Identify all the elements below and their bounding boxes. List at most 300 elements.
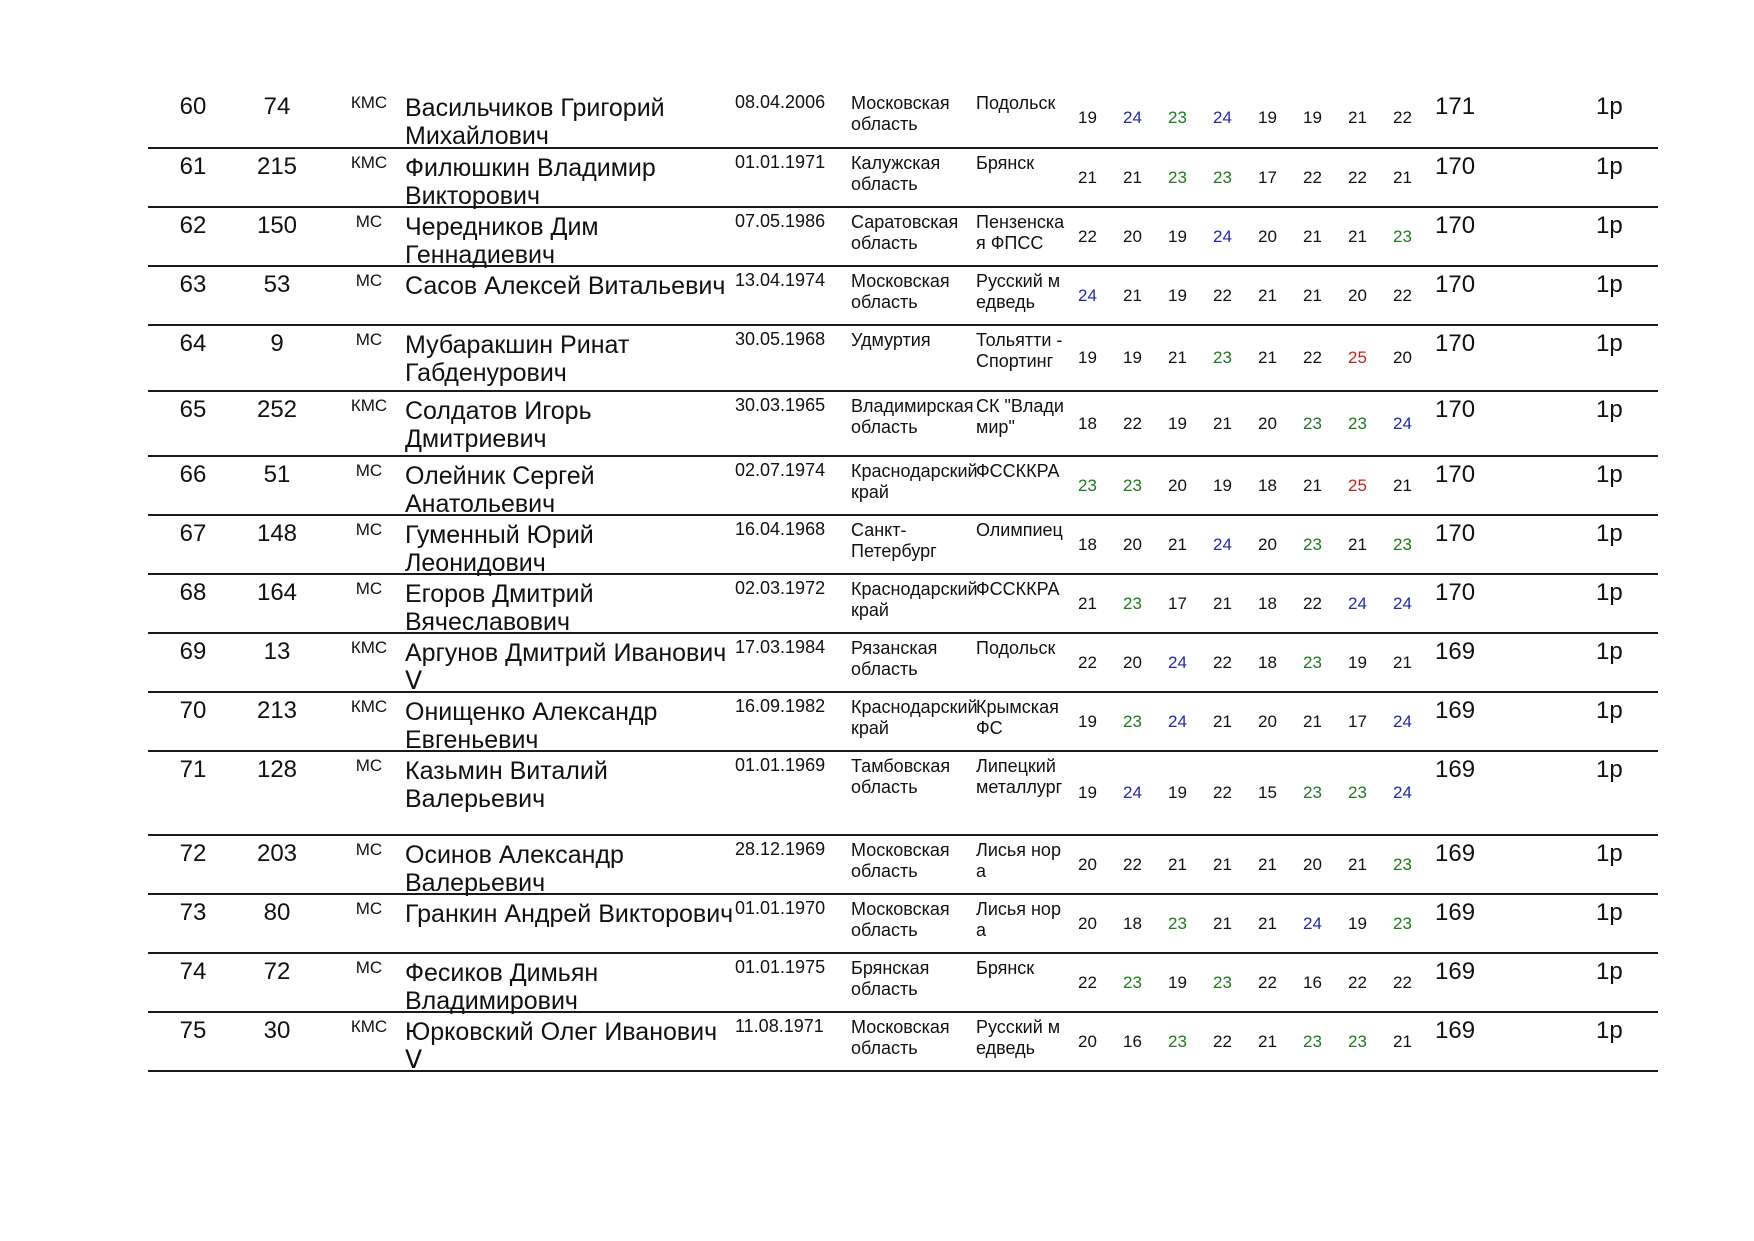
round-scores [1065, 693, 1425, 750]
round-scores [1065, 149, 1425, 206]
round-score: 23 [1213, 972, 1232, 992]
birth-date-cell: 08.04.2006 [735, 92, 826, 112]
club-cell: Русский медведь [976, 1017, 1061, 1058]
round-scores [1065, 575, 1425, 632]
region-cell: Калужская область [851, 153, 941, 194]
club-cell: ФССККРА [976, 461, 1060, 481]
club-cell: Брянск [976, 153, 1035, 173]
birth-date-cell: 01.01.1969 [735, 755, 826, 775]
round-score: 21 [1258, 1031, 1277, 1051]
round-score: 17 [1258, 167, 1277, 187]
birth-date-cell: 01.01.1971 [735, 152, 826, 172]
club-cell: Лисья нора [976, 899, 1061, 940]
region-cell: Московская область [851, 840, 950, 881]
round-score: 19 [1168, 285, 1187, 305]
round-score: 21 [1078, 593, 1097, 613]
round-score: 21 [1393, 652, 1412, 672]
birth-date-cell: 30.03.1965 [735, 395, 826, 415]
rank-cell: МС [355, 271, 383, 290]
birth-date-cell: 17.03.1984 [735, 637, 826, 657]
birth-date-cell: 01.01.1975 [735, 957, 826, 977]
table-row [148, 895, 1658, 954]
total-score-cell: 169 [1435, 958, 1476, 985]
round-score: 23 [1393, 913, 1412, 933]
rank-cell: КМС [350, 1017, 388, 1036]
category-cell: 1р [1596, 1017, 1623, 1044]
round-score: 19 [1258, 108, 1277, 127]
round-score: 20 [1303, 854, 1322, 874]
round-score: 23 [1393, 854, 1412, 874]
bib-number-cell: 80 [263, 899, 291, 926]
round-score: 24 [1348, 593, 1367, 613]
round-score: 21 [1393, 1031, 1412, 1051]
bib-number-cell: 51 [263, 461, 291, 488]
region-cell: Краснодарский край [851, 697, 978, 738]
round-score: 22 [1348, 167, 1367, 187]
round-score: 21 [1258, 913, 1277, 933]
table-row [148, 634, 1658, 693]
round-scores [1065, 89, 1425, 147]
round-score: 21 [1258, 285, 1277, 305]
bib-number-cell: 13 [263, 638, 291, 665]
place-cell: 68 [179, 579, 207, 606]
round-score: 22 [1303, 593, 1322, 613]
table-row [148, 1013, 1658, 1072]
club-cell: ФССККРА [976, 579, 1060, 599]
round-score: 22 [1078, 652, 1097, 672]
round-score: 23 [1348, 413, 1367, 433]
athlete-name-cell: Гуменный Юрий Леонидович [405, 521, 594, 577]
rank-cell: КМС [350, 697, 388, 716]
round-score: 22 [1303, 348, 1322, 367]
round-score: 23 [1303, 652, 1322, 672]
place-cell: 66 [179, 461, 207, 488]
place-cell: 71 [179, 756, 207, 783]
table-row [148, 267, 1658, 326]
round-score: 20 [1393, 348, 1412, 367]
round-score: 22 [1393, 108, 1412, 127]
round-score: 20 [1348, 285, 1367, 305]
place-cell: 74 [179, 958, 207, 985]
round-score: 21 [1213, 593, 1232, 613]
table-row [148, 457, 1658, 516]
round-score: 19 [1168, 972, 1187, 992]
round-score: 23 [1168, 108, 1187, 127]
table-row [148, 693, 1658, 752]
club-cell: Подольск [976, 638, 1056, 658]
total-score-cell: 170 [1435, 271, 1476, 298]
round-score: 23 [1168, 167, 1187, 187]
round-score: 19 [1078, 348, 1097, 367]
round-score: 20 [1168, 475, 1187, 495]
place-cell: 63 [179, 271, 207, 298]
region-cell: Тамбовская область [851, 756, 951, 797]
round-score: 23 [1348, 783, 1367, 802]
table-row [148, 575, 1658, 634]
round-scores [1065, 836, 1425, 893]
category-cell: 1р [1596, 153, 1623, 180]
round-score: 22 [1213, 652, 1232, 672]
round-scores [1065, 457, 1425, 514]
round-score: 21 [1303, 475, 1322, 495]
place-cell: 73 [179, 899, 207, 926]
category-cell: 1р [1596, 93, 1623, 120]
athlete-name-cell: Солдатов Игорь Дмитриевич [405, 397, 592, 453]
round-score: 17 [1348, 711, 1367, 731]
athlete-name-cell: Филюшкин Владимир Викторович [405, 154, 656, 210]
athlete-name-cell: Казьмин Виталий Валерьевич [405, 757, 608, 813]
round-score: 24 [1168, 711, 1187, 731]
category-cell: 1р [1596, 579, 1623, 606]
round-score: 24 [1168, 652, 1187, 672]
round-score: 22 [1393, 972, 1412, 992]
round-score: 22 [1078, 972, 1097, 992]
total-score-cell: 170 [1435, 396, 1476, 423]
round-score: 23 [1123, 475, 1142, 495]
category-cell: 1р [1596, 638, 1623, 665]
table-row [148, 208, 1658, 267]
round-score: 16 [1123, 1031, 1142, 1051]
round-score: 25 [1348, 475, 1367, 495]
rank-cell: МС [355, 958, 383, 977]
birth-date-cell: 01.01.1970 [735, 898, 826, 918]
bib-number-cell: 164 [256, 579, 298, 606]
round-score: 21 [1213, 913, 1232, 933]
place-cell: 75 [179, 1017, 207, 1044]
round-score: 25 [1348, 348, 1367, 367]
club-cell: Липецкий металлург [976, 756, 1063, 797]
round-score: 23 [1168, 913, 1187, 933]
club-cell: Крымская ФС [976, 697, 1059, 738]
round-score: 23 [1213, 348, 1232, 367]
round-score: 19 [1123, 348, 1142, 367]
round-score: 24 [1393, 711, 1412, 731]
round-score: 15 [1258, 783, 1277, 802]
round-score: 23 [1213, 167, 1232, 187]
region-cell: Владимирская область [851, 396, 974, 437]
round-score: 23 [1303, 413, 1322, 433]
table-row [148, 516, 1658, 575]
round-scores [1065, 1013, 1425, 1070]
bib-number-cell: 213 [256, 697, 298, 724]
round-score: 18 [1258, 593, 1277, 613]
rank-cell: КМС [350, 396, 388, 415]
round-score: 22 [1123, 854, 1142, 874]
category-cell: 1р [1596, 330, 1623, 357]
round-score: 24 [1393, 413, 1412, 433]
bib-number-cell: 215 [256, 153, 298, 180]
round-score: 20 [1258, 534, 1277, 554]
athlete-name-cell: Чередников Дим Геннадиевич [405, 213, 599, 269]
round-score: 21 [1303, 226, 1322, 246]
club-cell: Лисья нора [976, 840, 1061, 881]
rank-cell: КМС [350, 93, 388, 112]
place-cell: 72 [179, 840, 207, 867]
category-cell: 1р [1596, 212, 1623, 239]
round-score: 23 [1078, 475, 1097, 495]
total-score-cell: 170 [1435, 330, 1476, 357]
region-cell: Московская область [851, 93, 950, 134]
round-score: 21 [1168, 854, 1187, 874]
round-score: 23 [1303, 1031, 1322, 1051]
round-score: 20 [1123, 226, 1142, 246]
round-score: 21 [1123, 285, 1142, 305]
birth-date-cell: 11.08.1971 [735, 1016, 824, 1036]
round-score: 24 [1213, 226, 1232, 246]
table-row [148, 954, 1658, 1013]
category-cell: 1р [1596, 461, 1623, 488]
round-score: 22 [1393, 285, 1412, 305]
region-cell: Краснодарский край [851, 579, 978, 620]
round-score: 23 [1123, 593, 1142, 613]
round-score: 24 [1078, 285, 1097, 305]
round-score: 22 [1348, 972, 1367, 992]
round-score: 21 [1393, 475, 1412, 495]
athlete-name-cell: Васильчиков Григорий Михайлович [405, 94, 665, 150]
round-score: 23 [1348, 1031, 1367, 1051]
round-score: 23 [1123, 711, 1142, 731]
round-score: 19 [1078, 108, 1097, 127]
athlete-name-cell: Сасов Алексей Витальевич [405, 272, 726, 300]
round-scores [1065, 208, 1425, 265]
rank-cell: МС [355, 330, 383, 349]
total-score-cell: 171 [1435, 93, 1476, 120]
table-row [148, 149, 1658, 208]
category-cell: 1р [1596, 756, 1623, 783]
round-score: 23 [1393, 226, 1412, 246]
table-row [148, 89, 1658, 149]
place-cell: 69 [179, 638, 207, 665]
total-score-cell: 169 [1435, 697, 1476, 724]
category-cell: 1р [1596, 520, 1623, 547]
round-score: 24 [1213, 534, 1232, 554]
round-score: 21 [1348, 108, 1367, 127]
round-score: 23 [1168, 1031, 1187, 1051]
birth-date-cell: 02.07.1974 [735, 460, 826, 480]
club-cell: Олимпиец [976, 520, 1063, 540]
results-table [148, 89, 1658, 1072]
total-score-cell: 170 [1435, 579, 1476, 606]
birth-date-cell: 30.05.1968 [735, 329, 826, 349]
birth-date-cell: 02.03.1972 [735, 578, 826, 598]
round-scores [1065, 267, 1425, 324]
rank-cell: МС [355, 579, 383, 598]
table-row [148, 752, 1658, 836]
round-score: 21 [1258, 348, 1277, 367]
round-score: 22 [1078, 226, 1097, 246]
round-score: 22 [1213, 285, 1232, 305]
round-scores [1065, 392, 1425, 455]
round-score: 19 [1213, 475, 1232, 495]
round-score: 18 [1078, 534, 1097, 554]
round-score: 18 [1258, 475, 1277, 495]
athlete-name-cell: Фесиков Димьян Владимирович [405, 959, 599, 1015]
club-cell: Русский медведь [976, 271, 1061, 312]
bib-number-cell: 72 [263, 958, 291, 985]
round-scores [1065, 634, 1425, 691]
athlete-name-cell: Олейник Сергей Анатольевич [405, 462, 595, 518]
birth-date-cell: 07.05.1986 [735, 211, 826, 231]
region-cell: Санкт-Петербург [851, 520, 937, 561]
round-score: 21 [1213, 711, 1232, 731]
club-cell: Подольск [976, 93, 1056, 113]
place-cell: 61 [179, 153, 207, 180]
region-cell: Краснодарский край [851, 461, 978, 502]
round-score: 21 [1303, 285, 1322, 305]
category-cell: 1р [1596, 840, 1623, 867]
place-cell: 70 [179, 697, 207, 724]
total-score-cell: 170 [1435, 212, 1476, 239]
round-score: 22 [1258, 972, 1277, 992]
rank-cell: КМС [350, 153, 388, 172]
place-cell: 65 [179, 396, 207, 423]
table-row [148, 326, 1658, 392]
total-score-cell: 169 [1435, 756, 1476, 783]
round-score: 19 [1078, 783, 1097, 802]
region-cell: Московская область [851, 1017, 950, 1058]
round-score: 19 [1168, 413, 1187, 433]
round-score: 16 [1303, 972, 1322, 992]
round-score: 24 [1303, 913, 1322, 933]
club-cell: Пензенская ФПСС [976, 212, 1065, 253]
round-score: 21 [1123, 167, 1142, 187]
rank-cell: МС [355, 756, 383, 775]
bib-number-cell: 252 [256, 396, 298, 423]
round-score: 21 [1348, 854, 1367, 874]
round-score: 20 [1123, 652, 1142, 672]
category-cell: 1р [1596, 271, 1623, 298]
athlete-name-cell: Осинов Александр Валерьевич [405, 841, 624, 897]
table-row [148, 836, 1658, 895]
category-cell: 1р [1596, 958, 1623, 985]
birth-date-cell: 16.09.1982 [735, 696, 826, 716]
round-score: 20 [1258, 711, 1277, 731]
athlete-name-cell: Онищенко Александр Евгеньевич [405, 698, 658, 754]
round-score: 24 [1123, 108, 1142, 127]
club-cell: Тольятти - Спортинг [976, 330, 1063, 371]
region-cell: Брянская область [851, 958, 930, 999]
birth-date-cell: 16.04.1968 [735, 519, 826, 539]
round-score: 19 [1303, 108, 1322, 127]
rank-cell: МС [355, 520, 383, 539]
bib-number-cell: 128 [256, 756, 298, 783]
round-score: 20 [1078, 854, 1097, 874]
round-score: 23 [1123, 972, 1142, 992]
round-score: 23 [1393, 534, 1412, 554]
place-cell: 67 [179, 520, 207, 547]
round-score: 21 [1213, 413, 1232, 433]
round-score: 20 [1258, 413, 1277, 433]
region-cell: Рязанская область [851, 638, 938, 679]
round-score: 24 [1393, 593, 1412, 613]
region-cell: Московская область [851, 899, 950, 940]
round-score: 20 [1123, 534, 1142, 554]
round-scores [1065, 516, 1425, 573]
round-score: 18 [1078, 413, 1097, 433]
round-score: 20 [1078, 913, 1097, 933]
round-score: 21 [1168, 534, 1187, 554]
round-score: 21 [1303, 711, 1322, 731]
category-cell: 1р [1596, 899, 1623, 926]
round-score: 19 [1168, 226, 1187, 246]
round-score: 23 [1303, 534, 1322, 554]
place-cell: 62 [179, 212, 207, 239]
bib-number-cell: 203 [256, 840, 298, 867]
region-cell: Удмуртия [851, 330, 931, 350]
region-cell: Саратовская область [851, 212, 959, 253]
round-scores [1065, 954, 1425, 1011]
bib-number-cell: 30 [263, 1017, 291, 1044]
club-cell: СК "Владимир" [976, 396, 1064, 437]
round-score: 21 [1258, 854, 1277, 874]
athlete-name-cell: Егоров Дмитрий Вячеславович [405, 580, 594, 636]
category-cell: 1р [1596, 396, 1623, 423]
round-score: 24 [1393, 783, 1412, 802]
round-score: 22 [1123, 413, 1142, 433]
round-score: 17 [1168, 593, 1187, 613]
table-row [148, 392, 1658, 457]
total-score-cell: 169 [1435, 899, 1476, 926]
birth-date-cell: 28.12.1969 [735, 839, 826, 859]
round-score: 21 [1168, 348, 1187, 367]
athlete-name-cell: Гранкин Андрей Викторович [405, 900, 734, 928]
total-score-cell: 169 [1435, 1017, 1476, 1044]
round-score: 20 [1258, 226, 1277, 246]
athlete-name-cell: Юрковский Олег Иванович ᐯ [405, 1018, 718, 1074]
athlete-name-cell: Аргунов Дмитрий Иванович ᐯ [405, 639, 727, 695]
round-score: 22 [1303, 167, 1322, 187]
bib-number-cell: 150 [256, 212, 298, 239]
club-cell: Брянск [976, 958, 1035, 978]
round-score: 18 [1123, 913, 1142, 933]
round-score: 21 [1348, 534, 1367, 554]
round-score: 21 [1348, 226, 1367, 246]
round-score: 22 [1213, 1031, 1232, 1051]
total-score-cell: 170 [1435, 153, 1476, 180]
rank-cell: МС [355, 840, 383, 859]
bib-number-cell: 53 [263, 271, 291, 298]
round-scores [1065, 895, 1425, 952]
rank-cell: КМС [350, 638, 388, 657]
round-score: 19 [1078, 711, 1097, 731]
round-score: 21 [1393, 167, 1412, 187]
bib-number-cell: 9 [270, 330, 284, 357]
place-cell: 64 [179, 330, 207, 357]
round-score: 24 [1123, 783, 1142, 802]
round-score: 24 [1213, 108, 1232, 127]
birth-date-cell: 13.04.1974 [735, 270, 826, 290]
bib-number-cell: 148 [256, 520, 298, 547]
round-scores [1065, 752, 1425, 834]
total-score-cell: 169 [1435, 840, 1476, 867]
round-score: 19 [1168, 783, 1187, 802]
total-score-cell: 170 [1435, 461, 1476, 488]
round-score: 20 [1078, 1031, 1097, 1051]
place-cell: 60 [179, 93, 207, 120]
round-score: 19 [1348, 913, 1367, 933]
round-score: 21 [1213, 854, 1232, 874]
round-score: 21 [1078, 167, 1097, 187]
bib-number-cell: 74 [263, 93, 291, 120]
round-scores [1065, 326, 1425, 390]
round-score: 18 [1258, 652, 1277, 672]
round-score: 19 [1348, 652, 1367, 672]
rank-cell: МС [355, 899, 383, 918]
athlete-name-cell: Мубаракшин Ринат Габденурович [405, 331, 630, 387]
round-score: 22 [1213, 783, 1232, 802]
category-cell: 1р [1596, 697, 1623, 724]
total-score-cell: 170 [1435, 520, 1476, 547]
